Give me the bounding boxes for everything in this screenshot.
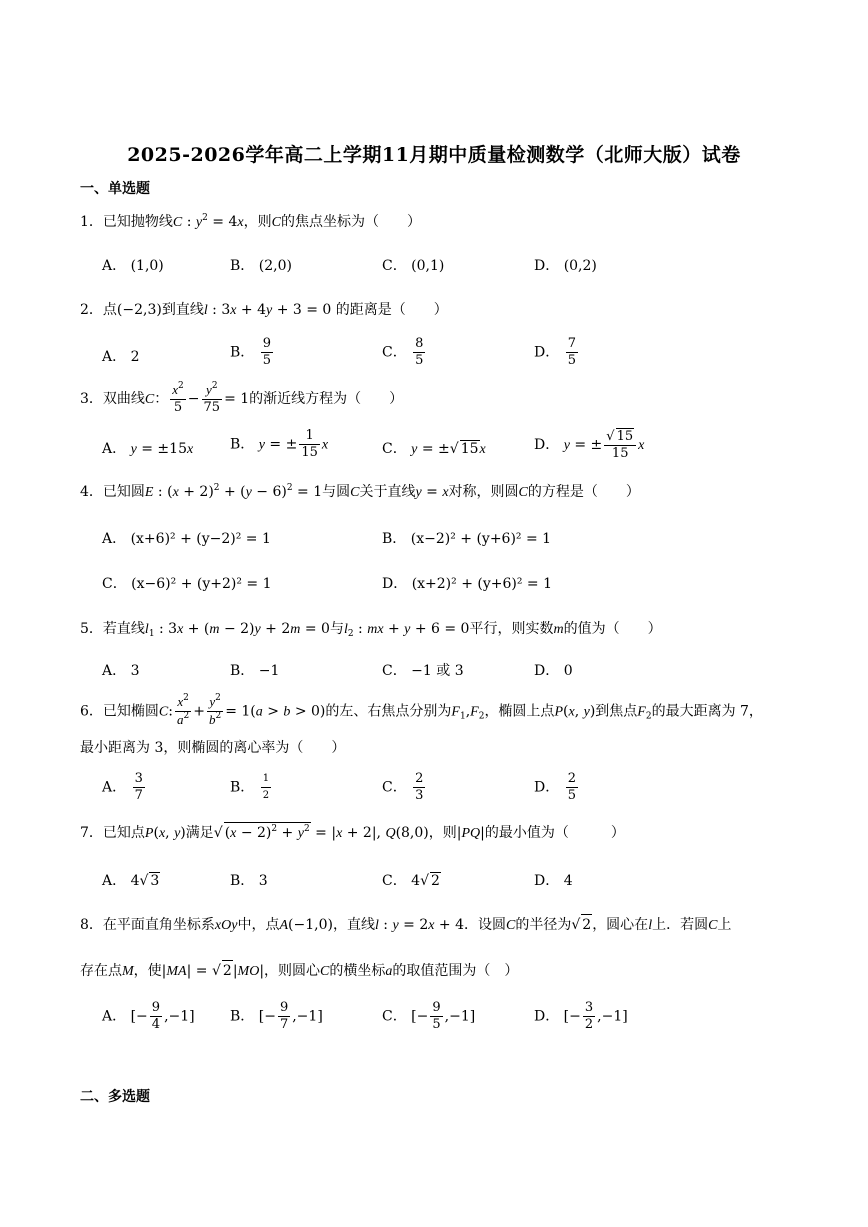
question-8-line-2: 存在点M，使|MA| = √ 2|MO|，则圆心C的横坐标a的取值范围为（ ） bbox=[80, 960, 518, 982]
q4-option-d[interactable]: D． (x+2)² + (y+6)² = 1 bbox=[382, 576, 553, 592]
q1-option-c[interactable]: C． (0,1) bbox=[382, 258, 445, 274]
q2-option-c[interactable]: C． $\frac{8}{5}$ bbox=[382, 336, 424, 368]
question-5: 5．若直线$l_1$ : 3x + (m − 2)y + 2m = 0与$l_2$ : mx + y + 6 = 0平行，则实数m的值为（ ） bbox=[80, 621, 662, 639]
q4-option-c[interactable]: C． (x−6)² + (y+2)² = 1 bbox=[102, 576, 272, 592]
q7-option-c[interactable]: C． 4√ 2 bbox=[382, 873, 440, 889]
q6-option-d[interactable]: D． $\frac{2}{5}$ bbox=[534, 771, 576, 803]
q5-option-c[interactable]: C． −1 或 3 bbox=[382, 663, 464, 679]
q1-option-d[interactable]: D． (0,2) bbox=[534, 258, 597, 274]
q5-option-b[interactable]: B． −1 bbox=[230, 663, 280, 679]
q3-option-a[interactable]: A． y = ±15x bbox=[102, 441, 194, 457]
q4-option-b[interactable]: B． (x−2)² + (y+6)² = 1 bbox=[382, 531, 552, 547]
question-7: 7．已知点P(x, y)满足√ $(x - 2)^2 + y^2 = |x + 2|$, Q(8,0)，则|PQ|的最小值为（ ） bbox=[80, 822, 625, 844]
page-title: 2025-2026学年高二上学期11月期中质量检测数学（北师大版）试卷 bbox=[127, 144, 741, 166]
question-6-line-2: 最小距离为 3，则椭圆的离心率为（ ） bbox=[80, 740, 346, 756]
q5-option-a[interactable]: A． 3 bbox=[102, 663, 140, 679]
question-6: 6．已知椭圆C: $\frac{x^2}{a^2}$ + $\frac{y^2}{b^2}$ = 1(a > b > 0)的左、右焦点分别为$F_1,F_2$，椭圆上点P(x, y)到焦点$F_2$的最大距离为 7， bbox=[80, 693, 763, 727]
q7-option-d[interactable]: D． 4 bbox=[534, 873, 573, 889]
question-2: 2．点(−2,3)到直线l : 3x + 4y + 3 = 0 的距离是（ ） bbox=[80, 302, 448, 318]
q6-option-b[interactable]: B． $\frac{1}{2}$ bbox=[230, 773, 270, 801]
q1-option-a[interactable]: A． (1,0) bbox=[102, 258, 164, 274]
question-3: 3．双曲线C： $\frac{x^2}{5}$ − $\frac{y^2}{75}$ = 1的渐近线方程为（ ） bbox=[80, 381, 404, 415]
q2-option-b[interactable]: B． $\frac{9}{5}$ bbox=[230, 336, 272, 368]
question-8: 8．在平面直角坐标系xOy中，点A(−1,0)，直线l : y = 2x + 4．设圆C的半径为√ 2，圆心在l上．若圆C上 bbox=[80, 914, 731, 936]
q2-option-a[interactable]: A． 2 bbox=[102, 349, 140, 365]
q4-option-a[interactable]: A． (x+6)² + (y−2)² = 1 bbox=[102, 531, 271, 547]
q7-option-b[interactable]: B． 3 bbox=[230, 873, 268, 889]
q8-option-c[interactable]: C． [− $\frac{9}{5}$ ,−1] bbox=[382, 1000, 476, 1032]
q8-option-b[interactable]: B． [− $\frac{9}{7}$ ,−1] bbox=[230, 1000, 323, 1032]
q3-option-b[interactable]: B． y = ± $\frac{1}{15}$ x bbox=[230, 428, 329, 460]
q2-option-d[interactable]: D． $\frac{7}{5}$ bbox=[534, 336, 576, 368]
q6-option-c[interactable]: C． $\frac{2}{3}$ bbox=[382, 771, 424, 803]
section-single-choice: 一、单选题 bbox=[80, 181, 150, 197]
q1-option-b[interactable]: B． (2,0) bbox=[230, 258, 292, 274]
q7-option-a[interactable]: A． 4√ 3 bbox=[102, 873, 160, 889]
q6-option-a[interactable]: A． $\frac{3}{7}$ bbox=[102, 771, 143, 803]
q3-option-c[interactable]: C． y = ±√ 15x bbox=[382, 441, 486, 457]
q3-option-d[interactable]: D． y = ± $\frac{√ 15}{15}$ x bbox=[534, 429, 645, 461]
question-4: 4．已知圆E : $(x + 2)^2 + (y - 6)^2 = 1$与圆C关于直线y = x对称，则圆C的方程是（ ） bbox=[80, 483, 640, 500]
q8-option-a[interactable]: A． [− $\frac{9}{4}$ ,−1] bbox=[102, 1000, 195, 1032]
q8-option-d[interactable]: D． [− $\frac{3}{2}$ ,−1] bbox=[534, 1000, 628, 1032]
section-multi-choice: 二、多选题 bbox=[80, 1089, 150, 1105]
q5-option-d[interactable]: D． 0 bbox=[534, 663, 573, 679]
question-1: 1．已知抛物线C : $y^2 = 4x$，则C的焦点坐标为（ ） bbox=[80, 213, 421, 230]
